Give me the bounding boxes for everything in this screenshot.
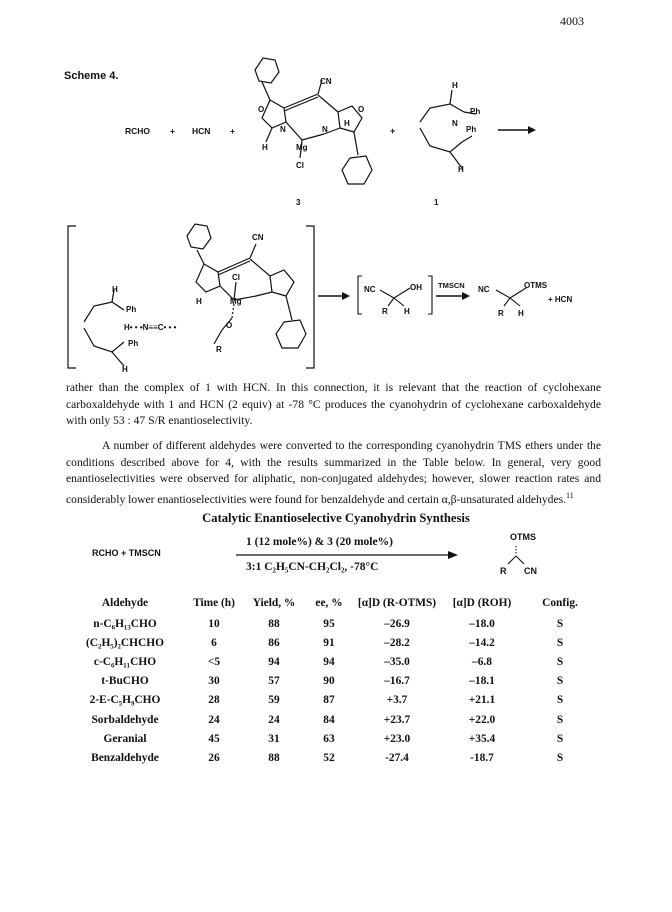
product-nc: NC: [478, 285, 490, 294]
product-plus-hcn: + HCN: [548, 295, 573, 304]
product-otms: OTMS: [524, 281, 548, 290]
compound-3-n-left: N: [280, 125, 286, 134]
reactant-rcho: RCHO: [125, 126, 151, 136]
reactant-hcn: HCN: [192, 126, 211, 136]
cell-time: 6: [211, 636, 217, 649]
complex-ph-top: Ph: [126, 305, 137, 314]
compound-1-number: 1: [434, 198, 439, 207]
cell-aldehyde: c-C₆H₁₁CHO: [93, 655, 157, 668]
complex-mg: Mg: [230, 297, 242, 306]
cell-ee: 87: [323, 694, 335, 707]
table-row: [66, 614, 596, 633]
complex-hcn-chain: H• • •N≡≡C• • •: [124, 323, 177, 332]
table-row: [66, 652, 596, 671]
table-row: [66, 633, 596, 652]
paragraph-1: [66, 380, 601, 430]
reaction-arrow-3: [462, 292, 470, 300]
tmscn-label: TMSCN: [438, 281, 465, 290]
cell-time: 26: [208, 751, 220, 764]
paragraph-2: [66, 438, 601, 508]
compound-1-h-top: H: [452, 81, 458, 90]
compound-1-ph-bottom: Ph: [466, 125, 477, 134]
compound-3-number: 3: [296, 198, 301, 207]
cell-time: 30: [208, 675, 220, 688]
product-r: R: [498, 309, 504, 318]
cell-ee: 94: [323, 655, 335, 668]
cell-yield: 24: [268, 713, 280, 726]
cell-ee: 63: [323, 732, 335, 745]
cell-alpha-rotms: –28.2: [384, 636, 410, 649]
complex-ligand-1: [84, 290, 124, 366]
cell-alpha-roh: +22.0: [468, 713, 496, 726]
complex-h-bottom: H: [122, 365, 128, 374]
cell-aldehyde: Benzaldehyde: [91, 751, 159, 764]
cell-alpha-roh: –18.1: [469, 675, 495, 688]
intermediate-bracket: [358, 276, 432, 314]
complex-cl: Cl: [232, 273, 240, 282]
table-header-row: [66, 592, 596, 614]
cell-time: 24: [208, 713, 220, 726]
cell-alpha-rotms: +3.7: [386, 694, 408, 707]
complex-o-aldehyde: O: [226, 321, 233, 330]
rxn-left: RCHO + TMSCN: [92, 548, 161, 558]
compound-3-n-right: N: [322, 125, 328, 134]
scheme-diagram: [0, 0, 672, 380]
scheme-plus-3: +: [390, 126, 396, 136]
compound-1-ph-top: Ph: [470, 107, 481, 116]
cell-yield: 86: [268, 636, 280, 649]
cell-ee: 95: [323, 617, 335, 630]
compound-3-structure: [255, 58, 372, 184]
rxn-product-bonds: [502, 544, 542, 566]
rxn-below-arrow: 3:1 C₂H₅CN-CH₂Cl₂, -78°C: [246, 561, 379, 573]
rxn-arrow: [232, 548, 462, 562]
table-row: [66, 729, 596, 748]
header-yield: Yield, %: [252, 597, 296, 609]
cell-alpha-rotms: –26.9: [384, 617, 410, 630]
cell-alpha-rotms: +23.7: [383, 713, 411, 726]
cell-alpha-roh: –6.8: [472, 655, 492, 668]
header-ee: ee, %: [315, 597, 343, 609]
cell-yield: 31: [268, 732, 280, 745]
cell-alpha-roh: -18.7: [470, 751, 494, 764]
header-alpha-rotms: [α]D (R-OTMS): [357, 597, 437, 609]
reaction-arrow-1: [528, 126, 536, 134]
header-aldehyde: Aldehyde: [101, 597, 149, 609]
results-table: [66, 592, 596, 768]
header-config: Config.: [542, 597, 578, 609]
rxn-above-arrow: 1 (12 mole%) & 3 (20 mole%): [246, 536, 393, 548]
cell-time: <5: [207, 655, 221, 668]
table-row: [66, 748, 596, 767]
header-alpha-roh: [α]D (ROH): [452, 597, 512, 609]
complex-cn: CN: [252, 233, 264, 242]
intermediate-r: R: [382, 307, 388, 316]
rxn-product-otms: OTMS: [510, 532, 536, 542]
reactant-plus-1: +: [170, 126, 175, 136]
rxn-product-cn: CN: [524, 566, 537, 576]
compound-3-o-left: O: [258, 105, 265, 114]
cell-yield: 94: [268, 655, 280, 668]
intermediate-nc: NC: [364, 285, 376, 294]
rxn-product-r: R: [500, 566, 507, 576]
cell-ee: 52: [323, 751, 335, 764]
cell-ee: 84: [323, 713, 335, 726]
cell-config: S: [556, 751, 564, 764]
compound-3-mg: Mg: [296, 143, 308, 152]
cell-aldehyde: (C₂H₅)₂CHCHO: [86, 636, 164, 649]
cell-time: 45: [208, 732, 220, 745]
cell-yield: 57: [268, 675, 280, 688]
cell-ee: 91: [323, 636, 335, 649]
cell-ee: 90: [323, 675, 335, 688]
page-number: 4003: [560, 14, 584, 28]
table-row: [66, 710, 596, 729]
compound-1-n: N: [452, 119, 458, 128]
cell-yield: 88: [268, 617, 280, 630]
compound-3-h-left: H: [262, 143, 268, 152]
cell-aldehyde: 2-E-C₅H₉CHO: [89, 694, 161, 707]
cell-config: S: [556, 617, 564, 630]
cell-aldehyde: n-C₆H₁₃CHO: [93, 617, 157, 630]
reactant-plus-2: +: [230, 126, 235, 136]
cell-yield: 88: [268, 751, 280, 764]
cell-alpha-rotms: +23.0: [383, 732, 411, 745]
cell-config: S: [556, 636, 564, 649]
cell-config: S: [556, 732, 564, 745]
compound-3-o-right: O: [358, 105, 365, 114]
cell-alpha-rotms: –35.0: [384, 655, 410, 668]
cell-alpha-roh: +35.4: [468, 732, 496, 745]
cell-yield: 59: [268, 694, 280, 707]
header-time: Time (h): [193, 597, 235, 609]
paragraph-2-text: A number of different aldehydes were converted to the corresponding cyanohydrin TMS ethers under the conditions described above for 4, with the results summarized in the Table below. In general, very good enantioselectivities were observed for aliphatic, non-conjugated aldehydes; however, slower reaction rates and considerably lower enantioselectivities were found for benzaldehyde and certain α,β-unsaturated aldehydes.: [66, 439, 601, 506]
compound-3-cl: Cl: [296, 161, 304, 170]
cell-alpha-rotms: –16.7: [384, 675, 410, 688]
cell-config: S: [556, 675, 564, 688]
compound-3-h-right: H: [344, 119, 350, 128]
complex-mg-fragment: [187, 224, 306, 348]
complex-h-top: H: [112, 285, 118, 294]
table-row: [66, 691, 596, 710]
complex-r: R: [216, 345, 222, 354]
cell-config: S: [556, 713, 564, 726]
cell-aldehyde: t-BuCHO: [101, 675, 149, 688]
cell-alpha-roh: –18.0: [469, 617, 495, 630]
complex-h-mg: H: [196, 297, 202, 306]
paragraph-1-text: rather than the complex of 1 with HCN. In this connection, it is relevant that the reaction of cyclohexane carboxaldehyde with 1 and HCN (2 equiv) at -78 °C produces the cyanohydrin of cyclohexane carboxaldehyde with only 53 : 47 S/R enantioselectivity.: [66, 381, 601, 427]
product-h: H: [518, 309, 524, 318]
intermediate-oh: OH: [410, 283, 422, 292]
intermediate-h: H: [404, 307, 410, 316]
cell-alpha-roh: +21.1: [468, 694, 496, 707]
reaction-arrow-2: [342, 292, 350, 300]
cell-config: S: [556, 694, 564, 707]
cell-aldehyde: Geranial: [103, 732, 147, 745]
cell-time: 10: [208, 617, 220, 630]
cell-alpha-rotms: -27.4: [385, 751, 409, 764]
footnote-ref: 11: [566, 490, 574, 500]
compound-1-h-bottom: H: [458, 165, 464, 174]
compound-3-cn: CN: [320, 77, 332, 86]
table-caption: Catalytic Enantioselective Cyanohydrin Synthesis: [202, 511, 470, 525]
cell-aldehyde: Sorbaldehyde: [91, 713, 159, 726]
cell-config: S: [556, 655, 564, 668]
complex-ph-bottom: Ph: [128, 339, 139, 348]
scheme-label: Scheme 4.: [64, 70, 119, 82]
cell-time: 28: [208, 694, 220, 707]
table-row: [66, 672, 596, 691]
cell-alpha-roh: –14.2: [469, 636, 495, 649]
